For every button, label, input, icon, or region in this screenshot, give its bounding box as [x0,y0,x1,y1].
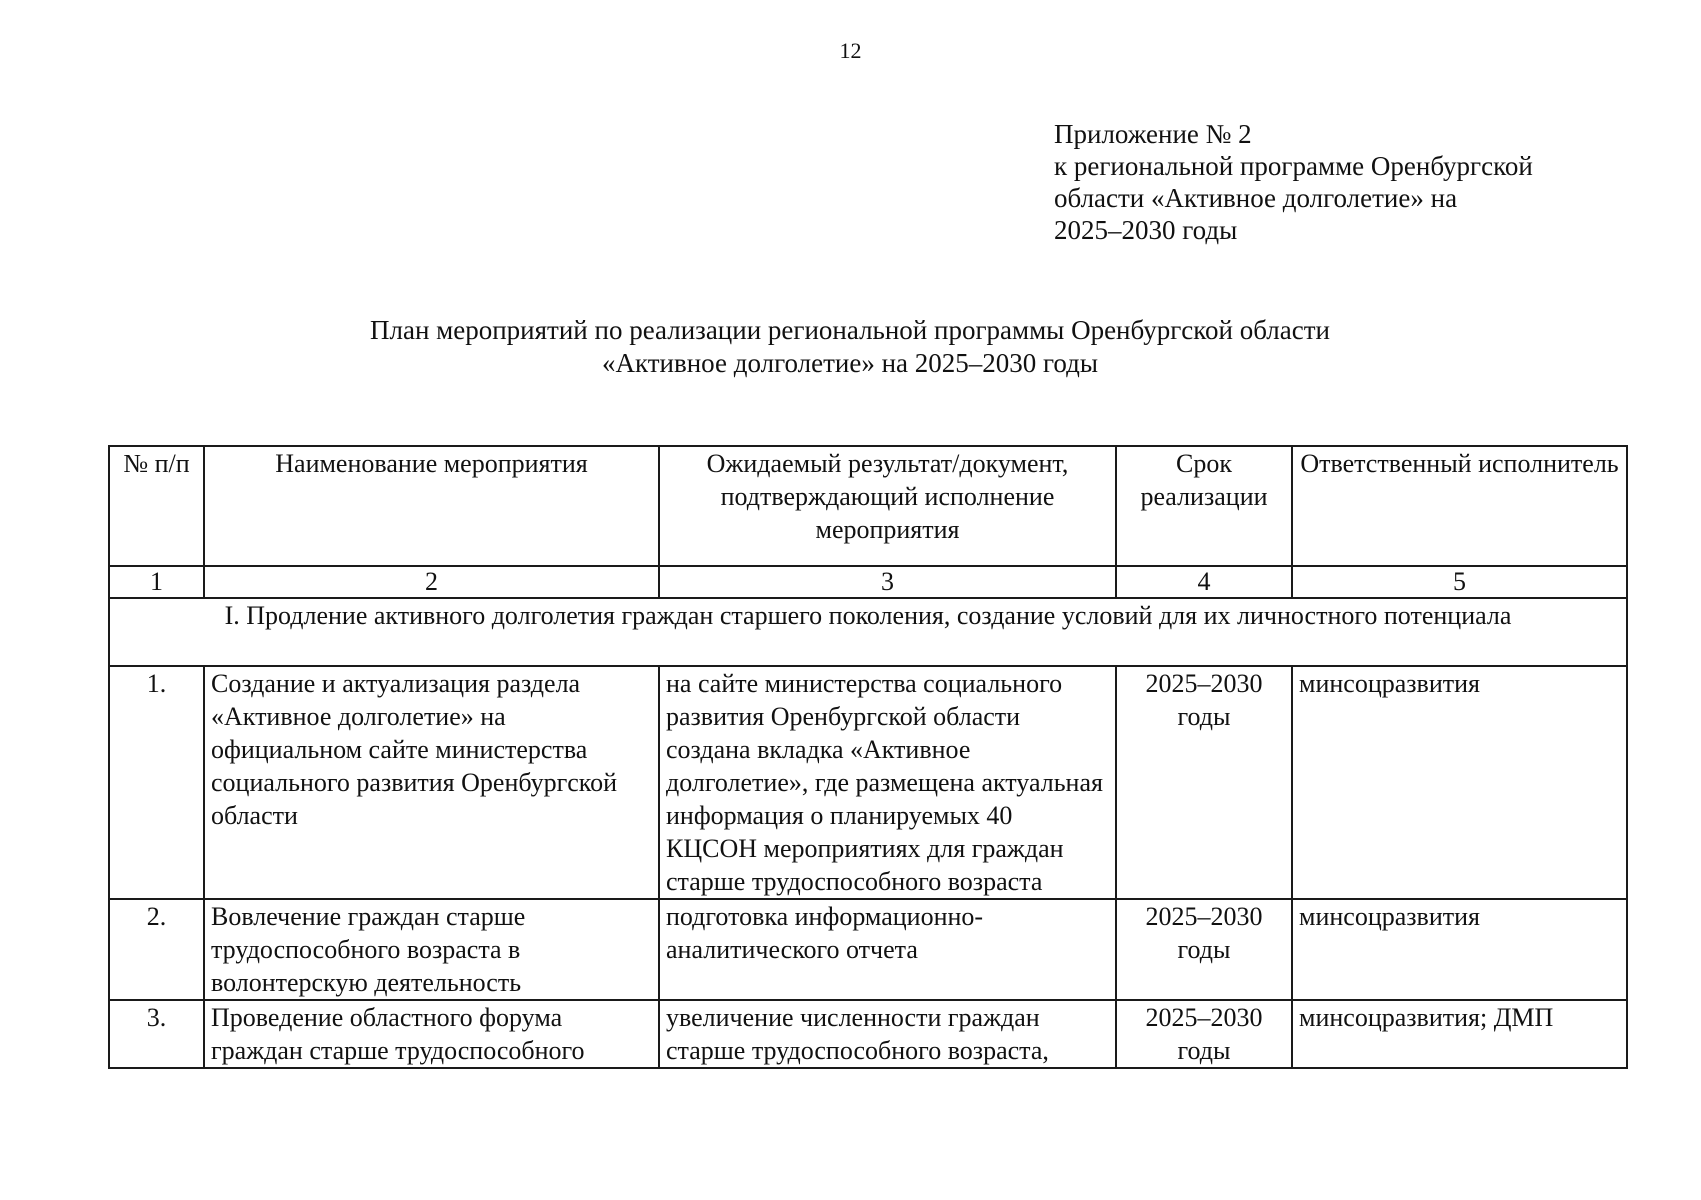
section-heading: I. Продление активного долголетия граждан старшего поколения, создание условий для их личностного потенциала [109,598,1627,666]
row-executor: минсоцразвития [1292,899,1627,1000]
plan-title [200,314,1500,380]
table-row [109,666,1627,899]
table-row [109,899,1627,1000]
header-term: Срок реализации [1116,446,1292,566]
row-result: на сайте министерства социального развития Оренбургской области создана вкладка «Активное долголетие», где размещена актуальная информация о планируемых 40 КЦСОН мероприятиях для граждан старше трудоспособного возраста [659,666,1116,899]
appendix-note [1054,118,1533,246]
table-row [109,1000,1627,1068]
row-term: 2025–2030 годы [1116,666,1292,899]
row-term: 2025–2030 годы [1116,1000,1292,1068]
header-executor: Ответственный исполнитель [1292,446,1627,566]
row-num: 1. [109,666,204,899]
plan-table [108,445,1628,1069]
column-number: 1 [109,566,204,598]
appendix-line: Приложение № 2 [1054,119,1252,149]
appendix-line: области «Активное долголетие» на [1054,183,1458,213]
row-num: 3. [109,1000,204,1068]
header-num: № п/п [109,446,204,566]
header-result: Ожидаемый результат/документ, подтверждающий исполнение мероприятия [659,446,1116,566]
column-number: 4 [1116,566,1292,598]
row-executor: минсоцразвития [1292,666,1627,899]
row-name: Создание и актуализация раздела «Активное долголетие» на официальном сайте министерства социального развития Оренбургской области [204,666,659,899]
column-numbers-row [109,566,1627,598]
row-result: подготовка информационно-аналитического отчета [659,899,1116,1000]
appendix-line: к региональной программе Оренбургской [1054,151,1533,181]
appendix-line: 2025–2030 годы [1054,215,1238,245]
row-result: увеличение численности граждан старше трудоспособного возраста, [659,1000,1116,1068]
section-row [109,598,1627,666]
page-number: 12 [839,38,862,63]
header-name: Наименование мероприятия [204,446,659,566]
row-executor: минсоцразвития; ДМП [1292,1000,1627,1068]
column-number: 3 [659,566,1116,598]
row-name: Проведение областного форума граждан старше трудоспособного [204,1000,659,1068]
plan-title-line: План мероприятий по реализации региональной программы Оренбургской области [370,315,1330,345]
plan-title-line: «Активное долголетие» на 2025–2030 годы [601,348,1099,378]
row-term: 2025–2030 годы [1116,899,1292,1000]
row-name: Вовлечение граждан старше трудоспособного возраста в волонтерскую деятельность [204,899,659,1000]
column-number: 2 [204,566,659,598]
column-number: 5 [1292,566,1627,598]
row-num: 2. [109,899,204,1000]
table-header-row [109,446,1627,566]
